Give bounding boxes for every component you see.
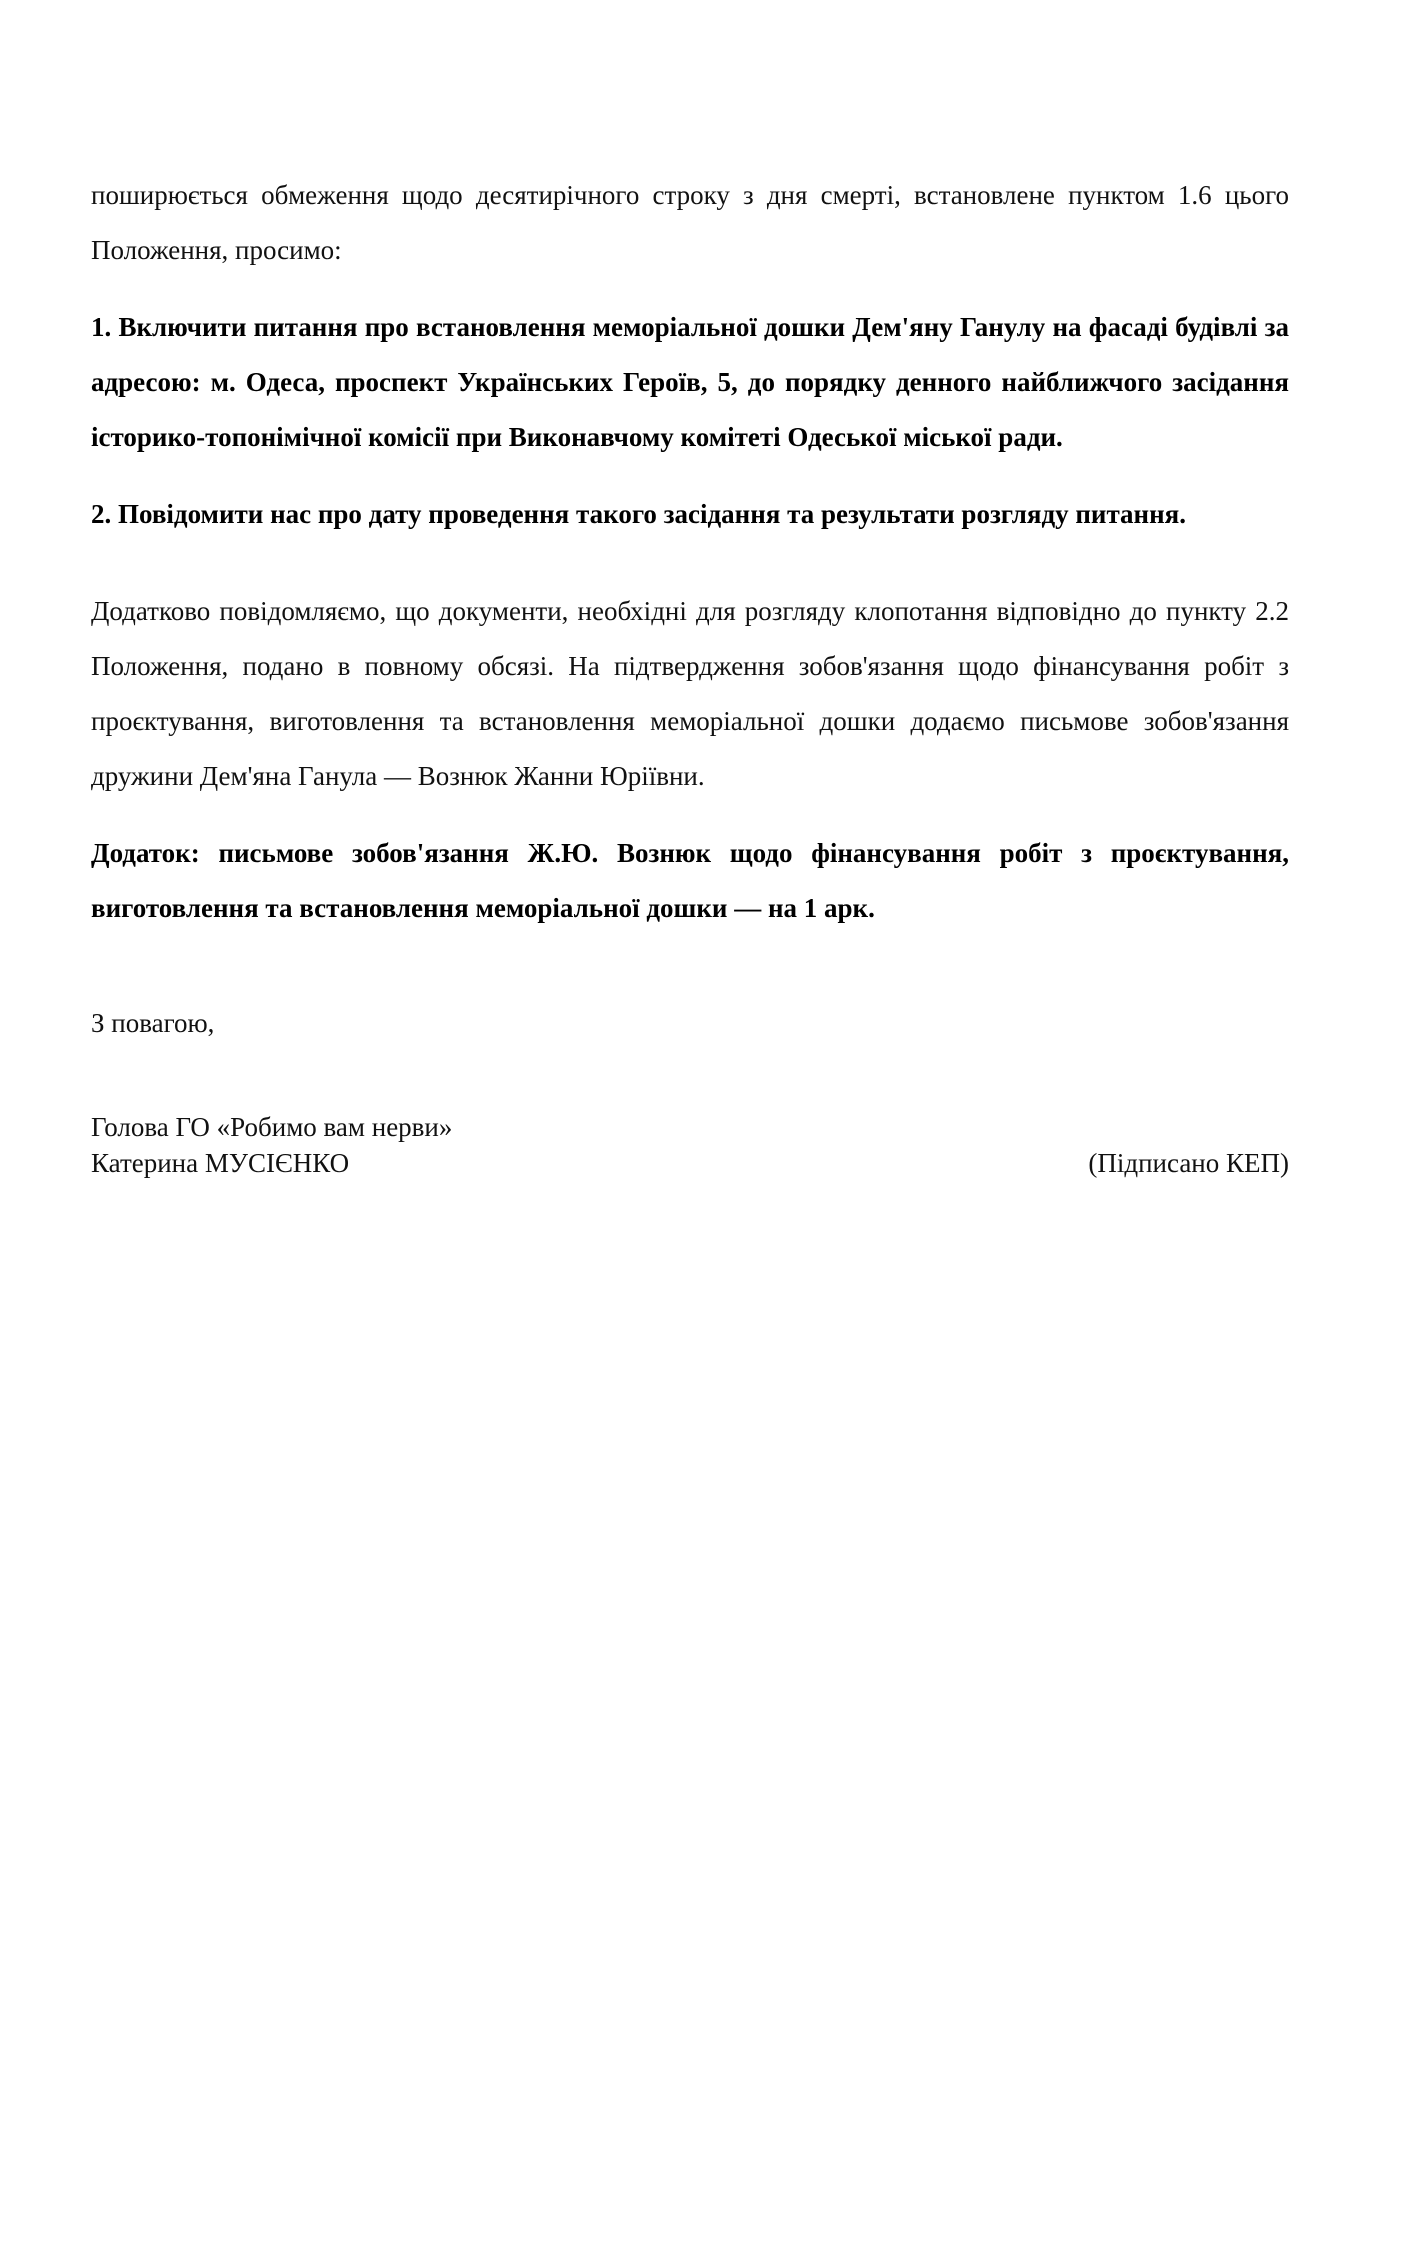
letter-body	[91, 168, 1289, 1181]
signed-note: (Підписано КЕП)	[1088, 1148, 1289, 1178]
attachment-note: Додаток: письмове зобов'язання Ж.Ю. Вознюк щодо фінансування робіт з проєктування, виготовлення та встановлення меморіальної дошки — на 1 арк.	[91, 838, 1289, 923]
signer-name: Катерина МУСІЄНКО	[91, 1148, 350, 1178]
request-item-2: 2. Повідомити нас про дату проведення такого засідання та результати розгляду питання.	[91, 499, 1187, 529]
signer-position: Голова ГО «Робимо вам нерви»	[91, 1112, 453, 1142]
additional-info-paragraph: Додатково повідомляємо, що документи, необхідні для розгляду клопотання відповідно до пункту 2.2 Положення, подано в повному обсязі. На підтвердження зобов'язання щодо фінансування робіт з проєктування, виготовлення та встановлення меморіальної дошки додаємо письмове зобов'язання дружини Дем'яна Ганула — Вознюк Жанни Юріївни.	[91, 596, 1289, 791]
closing-regards: З повагою,	[91, 1008, 215, 1038]
request-item-1: 1. Включити питання про встановлення меморіальної дошки Дем'яну Ганулу на фасаді будівлі за адресою: м. Одеса, проспект Українських Героїв, 5, до порядку денного найближчого засідання історико-топонімічної комісії при Виконавчому комітеті Одеської міської ради.	[91, 312, 1289, 452]
signature-line	[91, 1145, 1289, 1181]
signature-block	[91, 1109, 1289, 1181]
intro-paragraph: поширюється обмеження щодо десятирічного строку з дня смерті, встановлене пунктом 1.6 цього Положення, просимо:	[91, 180, 1289, 265]
